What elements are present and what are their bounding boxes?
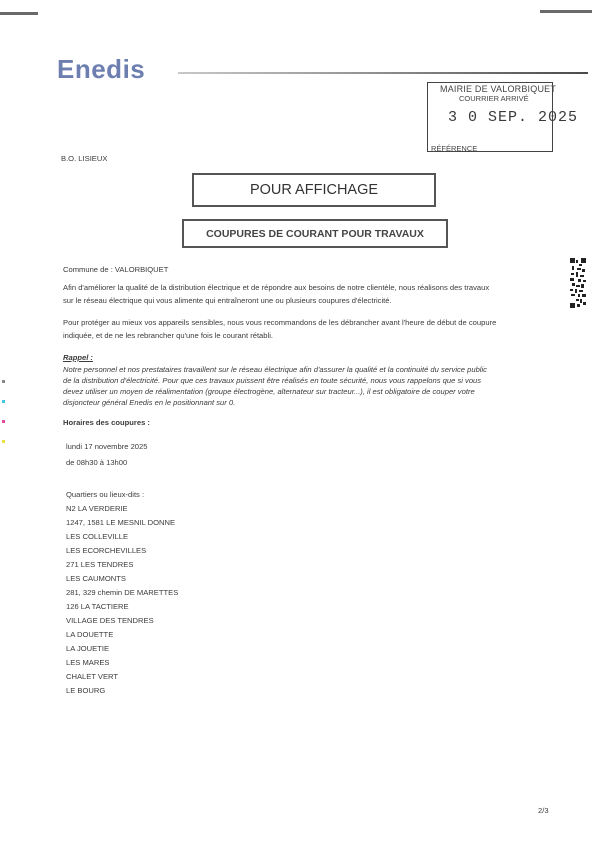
intro-paragraph-line-1: Afin d'améliorer la qualité de la distribution électrique et de répondre aux besoins de notre clientèle, nous réalisons des travaux [63,283,490,292]
scan-mark-left [0,12,38,15]
rappel-label: Rappel : [63,353,93,362]
list-item: 281, 329 chemin DE MARETTES [66,588,179,597]
main-title: POUR AFFICHAGE [192,173,436,207]
list-item: 271 LES TENDRES [66,560,134,569]
rappel-line-1: Notre personnel et nos prestataires travaillent sur le réseau électrique afin d'assurer la qualité et la continuité du service public [63,365,487,374]
commune-line: Commune de : VALORBIQUET [63,265,169,274]
list-item: LES ECORCHEVILLES [66,546,147,555]
registration-mark-magenta [2,420,5,423]
stamp-reference: RÉFÉRENCE [431,144,478,153]
intro-paragraph-line-2: sur le réseau électrique qui vous alimente qui entraîneront une ou plusieurs coupures d'électricité. [63,296,392,305]
stamp-line-1: MAIRIE DE VALORBIQUET [440,84,557,94]
rappel-line-4: disjoncteur général Enedis en le positionnant sur 0. [63,398,236,407]
list-item: 1247, 1581 LE MESNIL DONNE [66,518,176,527]
qr-code-icon [570,258,586,308]
list-item: N2 LA VERDERIE [66,504,128,513]
list-item: LE BOURG [66,686,106,695]
list-item: LA DOUETTE [66,630,114,639]
quartiers-label: Quartiers ou lieux-dits : [66,490,145,499]
list-item: LES COLLEVILLE [66,532,129,541]
scan-mark-right [540,10,592,13]
list-item: LA JOUETIE [66,644,110,653]
registration-mark-yellow [2,440,5,443]
outage-date: lundi 17 novembre 2025 [66,442,148,451]
rappel-line-3: devez utiliser un moyen de réalimentation (groupe électrogène, alternateur sur tracteur...), il est obligatoire de couper votre [63,387,475,396]
advice-paragraph-line-2: indiquée, et de ne les rebrancher qu'une fois le courant rétabli. [63,331,273,340]
list-item: VILLAGE DES TENDRES [66,616,154,625]
registration-mark-gray [2,380,5,383]
list-item: LES MARES [66,658,110,667]
list-item: 126 LA TACTIERE [66,602,129,611]
list-item: LES CAUMONTS [66,574,126,583]
registration-mark-cyan [2,400,5,403]
stamp-date: 3 0 SEP. 2025 [448,109,579,126]
horaires-label: Horaires des coupures : [63,418,150,427]
page-number: 2/3 [538,806,549,815]
list-item: CHALET VERT [66,672,119,681]
subtitle: COUPURES DE COURANT POUR TRAVAUX [182,219,448,248]
sender: B.O. LISIEUX [61,154,108,163]
advice-paragraph-line-1: Pour protéger au mieux vos appareils sensibles, nous vous recommandons de les débrancher avant l'heure de début de coupure [63,318,497,327]
header-rule [178,72,588,74]
stamp-line-2: COURRIER ARRIVÉ [459,94,529,103]
outage-time: de 08h30 à 13h00 [66,458,128,467]
enedis-logo: Enedis [57,54,146,84]
rappel-line-2: de la distribution d'électricité. Pour que ces travaux puissent être réalisés en toute sécurité, nous vous rappelons que si vous [63,376,482,385]
